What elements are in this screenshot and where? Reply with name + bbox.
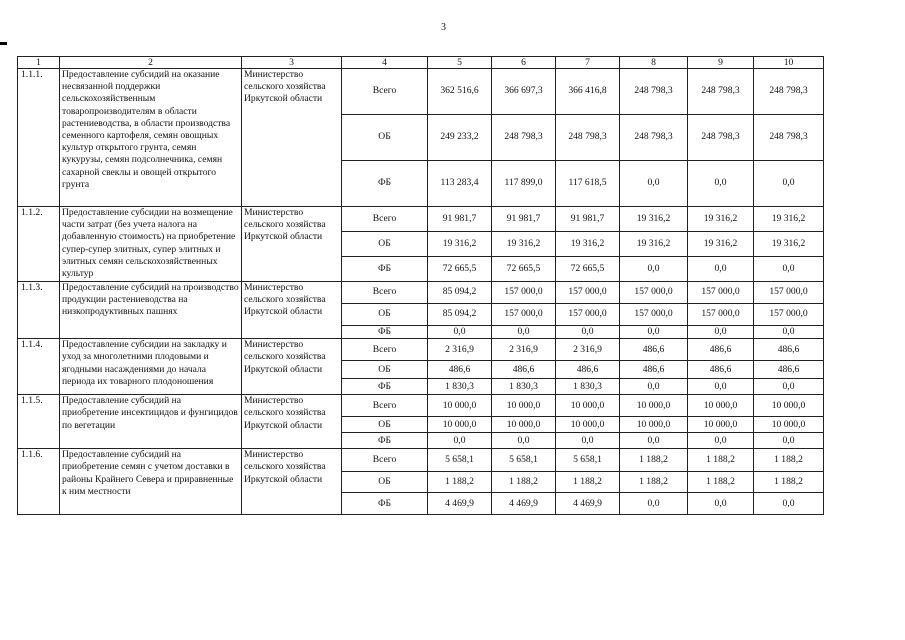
amount-cell: 157 000,0 — [556, 282, 620, 304]
amount-cell: 10 000,0 — [556, 395, 620, 417]
amount-cell: 10 000,0 — [428, 395, 492, 417]
amount-cell: 19 316,2 — [556, 232, 620, 257]
table-row — [18, 395, 824, 417]
funding-source: ОБ — [342, 232, 428, 257]
amount-cell: 1 188,2 — [754, 472, 824, 493]
amount-cell: 85 094,2 — [428, 304, 492, 326]
amount-cell: 362 516,6 — [428, 69, 492, 115]
column-header: 5 — [428, 57, 492, 69]
table-body — [18, 69, 824, 515]
measure-description: Предоставление субсидии на закладку и уход за многолетними плодовыми и ягодными насаждениями до начала периода их товарного плодоношения — [60, 339, 242, 395]
amount-cell: 4 469,9 — [556, 493, 620, 515]
funding-source: ФБ — [342, 433, 428, 449]
amount-cell: 91 981,7 — [492, 207, 556, 232]
amount-cell: 248 798,3 — [620, 115, 688, 161]
amount-cell: 248 798,3 — [492, 115, 556, 161]
amount-cell: 72 665,5 — [492, 257, 556, 282]
amount-cell: 1 830,3 — [428, 379, 492, 395]
column-header: 7 — [556, 57, 620, 69]
funding-source: ОБ — [342, 361, 428, 379]
amount-cell: 5 658,1 — [492, 449, 556, 472]
amount-cell: 1 830,3 — [556, 379, 620, 395]
funding-source: Всего — [342, 207, 428, 232]
column-header: 2 — [60, 57, 242, 69]
amount-cell: 0,0 — [688, 161, 754, 207]
funding-source: Всего — [342, 449, 428, 472]
amount-cell: 366 416,8 — [556, 69, 620, 115]
budget-table — [17, 56, 824, 515]
funding-source: ОБ — [342, 115, 428, 161]
amount-cell: 19 316,2 — [492, 232, 556, 257]
amount-cell: 0,0 — [688, 257, 754, 282]
amount-cell: 10 000,0 — [492, 417, 556, 433]
amount-cell: 0,0 — [620, 326, 688, 339]
amount-cell: 0,0 — [754, 326, 824, 339]
amount-cell: 1 188,2 — [620, 472, 688, 493]
funding-source: ОБ — [342, 304, 428, 326]
amount-cell: 486,6 — [688, 361, 754, 379]
row-number: 1.1.4. — [18, 339, 60, 395]
amount-cell: 157 000,0 — [492, 304, 556, 326]
amount-cell: 0,0 — [556, 433, 620, 449]
executor: Министерство сельского хозяйства Иркутской области — [242, 449, 342, 515]
amount-cell: 0,0 — [620, 433, 688, 449]
amount-cell: 0,0 — [688, 493, 754, 515]
amount-cell: 486,6 — [428, 361, 492, 379]
amount-cell: 2 316,9 — [492, 339, 556, 361]
amount-cell: 157 000,0 — [688, 304, 754, 326]
amount-cell: 5 658,1 — [556, 449, 620, 472]
amount-cell: 19 316,2 — [620, 232, 688, 257]
amount-cell: 1 188,2 — [688, 472, 754, 493]
executor: Министерство сельского хозяйства Иркутской области — [242, 69, 342, 207]
amount-cell: 0,0 — [620, 161, 688, 207]
amount-cell: 91 981,7 — [428, 207, 492, 232]
amount-cell: 0,0 — [754, 493, 824, 515]
amount-cell: 0,0 — [688, 379, 754, 395]
amount-cell: 0,0 — [754, 161, 824, 207]
row-number: 1.1.3. — [18, 282, 60, 339]
amount-cell: 486,6 — [688, 339, 754, 361]
amount-cell: 249 233,2 — [428, 115, 492, 161]
amount-cell: 0,0 — [620, 379, 688, 395]
table-row — [18, 449, 824, 472]
row-number: 1.1.1. — [18, 69, 60, 207]
amount-cell: 1 188,2 — [688, 449, 754, 472]
amount-cell: 0,0 — [428, 433, 492, 449]
funding-source: ФБ — [342, 493, 428, 515]
measure-description: Предоставление субсидий на оказание несвязанной поддержки сельскохозяйственным товаропроизводителям в области растениеводства, в области производства семенного картофеля, семян овощных культур открытого грунта, семян кукурузы, семян подсолнечника, семян сахарной свеклы и овощей открытого грунта — [60, 69, 242, 207]
amount-cell: 486,6 — [620, 361, 688, 379]
amount-cell: 0,0 — [754, 433, 824, 449]
amount-cell: 0,0 — [556, 326, 620, 339]
row-number: 1.1.2. — [18, 207, 60, 282]
amount-cell: 248 798,3 — [620, 69, 688, 115]
table-row — [18, 282, 824, 304]
amount-cell: 157 000,0 — [492, 282, 556, 304]
funding-source: Всего — [342, 282, 428, 304]
amount-cell: 486,6 — [754, 361, 824, 379]
amount-cell: 91 981,7 — [556, 207, 620, 232]
amount-cell: 157 000,0 — [556, 304, 620, 326]
column-header: 3 — [242, 57, 342, 69]
amount-cell: 0,0 — [754, 379, 824, 395]
row-number: 1.1.6. — [18, 449, 60, 515]
amount-cell: 19 316,2 — [688, 232, 754, 257]
margin-mark — [0, 42, 7, 45]
amount-cell: 0,0 — [620, 257, 688, 282]
amount-cell: 72 665,5 — [556, 257, 620, 282]
amount-cell: 19 316,2 — [688, 207, 754, 232]
amount-cell: 117 618,5 — [556, 161, 620, 207]
amount-cell: 0,0 — [428, 326, 492, 339]
funding-source: ФБ — [342, 257, 428, 282]
amount-cell: 2 316,9 — [428, 339, 492, 361]
amount-cell: 10 000,0 — [620, 417, 688, 433]
amount-cell: 0,0 — [620, 493, 688, 515]
amount-cell: 10 000,0 — [556, 417, 620, 433]
amount-cell: 72 665,5 — [428, 257, 492, 282]
amount-cell: 4 469,9 — [492, 493, 556, 515]
amount-cell: 1 188,2 — [428, 472, 492, 493]
executor: Министерство сельского хозяйства Иркутской области — [242, 395, 342, 449]
executor: Министерство сельского хозяйства Иркутской области — [242, 339, 342, 395]
amount-cell: 1 188,2 — [556, 472, 620, 493]
amount-cell: 157 000,0 — [754, 282, 824, 304]
amount-cell: 0,0 — [754, 257, 824, 282]
funding-source: Всего — [342, 339, 428, 361]
executor: Министерство сельского хозяйства Иркутской области — [242, 207, 342, 282]
amount-cell: 157 000,0 — [620, 304, 688, 326]
page-number: 3 — [441, 22, 446, 33]
amount-cell: 486,6 — [492, 361, 556, 379]
amount-cell: 10 000,0 — [688, 395, 754, 417]
measure-description: Предоставление субсидий на приобретение инсектицидов и фунгицидов по вегетации — [60, 395, 242, 449]
amount-cell: 19 316,2 — [620, 207, 688, 232]
amount-cell: 0,0 — [492, 326, 556, 339]
column-header: 10 — [754, 57, 824, 69]
header-row — [18, 57, 824, 69]
amount-cell: 157 000,0 — [754, 304, 824, 326]
column-header: 8 — [620, 57, 688, 69]
amount-cell: 19 316,2 — [754, 207, 824, 232]
amount-cell: 1 188,2 — [754, 449, 824, 472]
amount-cell: 117 899,0 — [492, 161, 556, 207]
amount-cell: 157 000,0 — [620, 282, 688, 304]
amount-cell: 10 000,0 — [754, 417, 824, 433]
amount-cell: 1 188,2 — [620, 449, 688, 472]
amount-cell: 366 697,3 — [492, 69, 556, 115]
funding-source: ФБ — [342, 379, 428, 395]
amount-cell: 4 469,9 — [428, 493, 492, 515]
column-header: 6 — [492, 57, 556, 69]
table-row — [18, 69, 824, 115]
amount-cell: 10 000,0 — [428, 417, 492, 433]
column-header: 1 — [18, 57, 60, 69]
funding-source: ОБ — [342, 472, 428, 493]
amount-cell: 0,0 — [688, 433, 754, 449]
funding-source: Всего — [342, 395, 428, 417]
amount-cell: 248 798,3 — [754, 115, 824, 161]
measure-description: Предоставление субсидий на приобретение семян с учетом доставки в районы Крайнего Севера и приравненные к ним местности — [60, 449, 242, 515]
funding-source: Всего — [342, 69, 428, 115]
column-header: 9 — [688, 57, 754, 69]
column-header: 4 — [342, 57, 428, 69]
amount-cell: 1 188,2 — [492, 472, 556, 493]
amount-cell: 113 283,4 — [428, 161, 492, 207]
amount-cell: 486,6 — [754, 339, 824, 361]
executor: Министерство сельского хозяйства Иркутской области — [242, 282, 342, 339]
amount-cell: 157 000,0 — [688, 282, 754, 304]
funding-source: ОБ — [342, 417, 428, 433]
measure-description: Предоставление субсидии на возмещение части затрат (без учета налога на добавленную стоимость) на приобретение супер-супер элитных, супер элитных и элитных семян сельскохозяйственных культур — [60, 207, 242, 282]
amount-cell: 248 798,3 — [688, 69, 754, 115]
row-number: 1.1.5. — [18, 395, 60, 449]
funding-source: ФБ — [342, 161, 428, 207]
funding-source: ФБ — [342, 326, 428, 339]
amount-cell: 85 094,2 — [428, 282, 492, 304]
amount-cell: 19 316,2 — [754, 232, 824, 257]
measure-description: Предоставление субсидий на производство продукции растениеводства на низкопродуктивных пашнях — [60, 282, 242, 339]
amount-cell: 0,0 — [688, 326, 754, 339]
amount-cell: 248 798,3 — [688, 115, 754, 161]
amount-cell: 10 000,0 — [492, 395, 556, 417]
amount-cell: 1 830,3 — [492, 379, 556, 395]
amount-cell: 248 798,3 — [556, 115, 620, 161]
table-row — [18, 207, 824, 232]
amount-cell: 19 316,2 — [428, 232, 492, 257]
amount-cell: 248 798,3 — [754, 69, 824, 115]
amount-cell: 10 000,0 — [688, 417, 754, 433]
amount-cell: 2 316,9 — [556, 339, 620, 361]
amount-cell: 486,6 — [556, 361, 620, 379]
amount-cell: 10 000,0 — [754, 395, 824, 417]
amount-cell: 10 000,0 — [620, 395, 688, 417]
table-row — [18, 339, 824, 361]
amount-cell: 486,6 — [620, 339, 688, 361]
amount-cell: 5 658,1 — [428, 449, 492, 472]
amount-cell: 0,0 — [492, 433, 556, 449]
